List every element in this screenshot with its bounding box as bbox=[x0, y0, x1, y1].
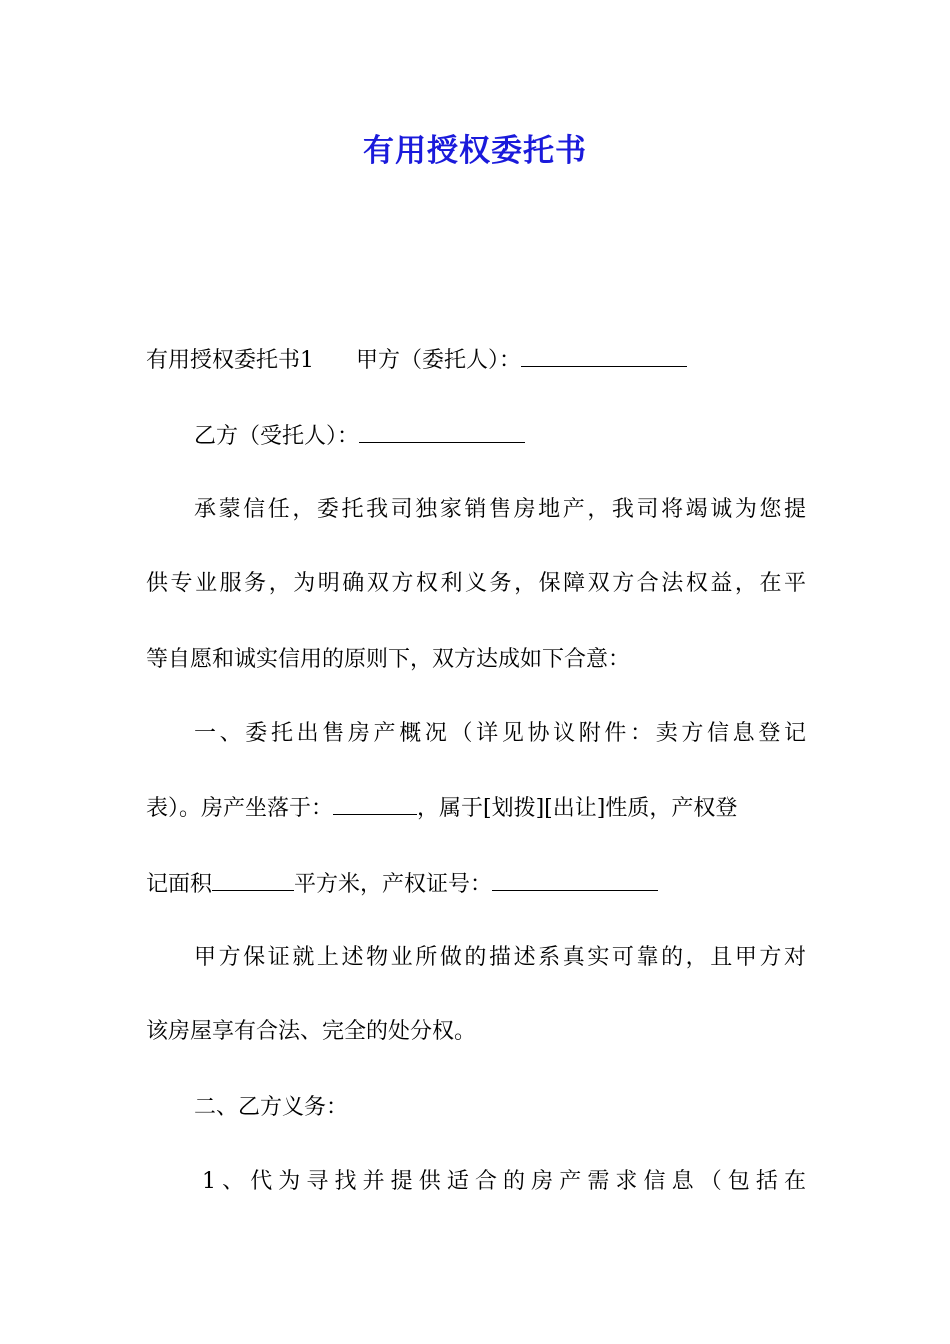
area-blank bbox=[212, 868, 294, 891]
document-title: 有用授权委托书 bbox=[363, 133, 587, 169]
property-area-line bbox=[146, 868, 806, 901]
section-heading-2: 二、乙方义务： bbox=[194, 1095, 349, 1120]
area-label: 记面积 bbox=[146, 872, 213, 897]
document-subtitle: 有用授权委托书1 bbox=[146, 348, 314, 373]
party-b-label: 乙方（受托人）： bbox=[194, 424, 360, 449]
certificate-label: 平方米，产权证号： bbox=[294, 872, 493, 897]
party-b-blank bbox=[359, 420, 525, 443]
party-b-line bbox=[194, 420, 806, 453]
paragraph-line: 等自愿和诚实信用的原则下，双方达成如下合意： bbox=[146, 647, 631, 672]
location-label: 表）。房产坐落于： bbox=[146, 796, 334, 821]
paragraph-line: 该房屋享有合法、完全的处分权。 bbox=[146, 1019, 477, 1044]
section-heading-1: 一、委托出售房产概况（详见协议附件：卖方信息登记 bbox=[194, 721, 806, 746]
party-a-line bbox=[146, 344, 806, 377]
property-location-line bbox=[146, 792, 806, 825]
paragraph-line: 甲方保证就上述物业所做的描述系真实可靠的，且甲方对 bbox=[194, 945, 806, 970]
certificate-blank bbox=[492, 868, 658, 891]
location-blank bbox=[333, 792, 417, 815]
list-item-1: 1、代为寻找并提供适合的房产需求信息（包括在 bbox=[202, 1169, 806, 1194]
paragraph-line: 供专业服务，为明确双方权利义务，保障双方合法权益，在平 bbox=[146, 571, 806, 596]
paragraph-line: 承蒙信任，委托我司独家销售房地产，我司将竭诚为您提 bbox=[194, 497, 806, 522]
party-a-label: 甲方（委托人）： bbox=[356, 348, 522, 373]
property-nature-text: ，属于[划拨][出让]性质，产权登 bbox=[417, 796, 738, 821]
party-a-blank bbox=[521, 344, 687, 367]
